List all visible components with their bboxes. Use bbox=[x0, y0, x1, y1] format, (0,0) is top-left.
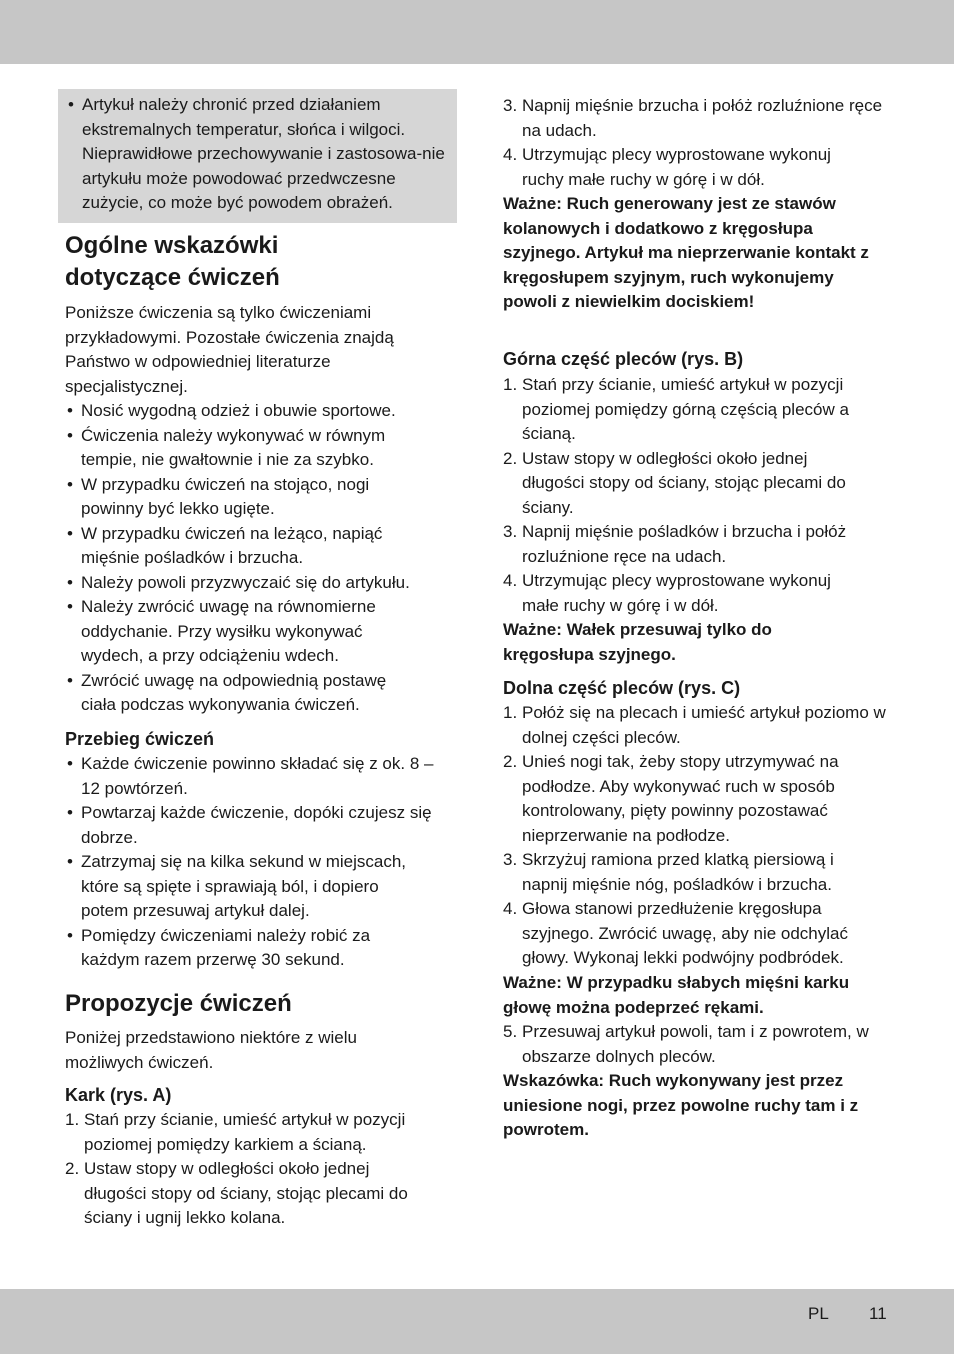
step-number: 2. bbox=[503, 448, 518, 468]
list-item bbox=[503, 848, 895, 897]
step-text: Głowa stanowi przedłużenie kręgosłupa szyjnego. Zwrócić uwagę, aby nie odchylać głowy. Wykonaj lekki podwójny podbródek. bbox=[522, 899, 848, 967]
step-number: 4. bbox=[503, 145, 518, 164]
page-number: 11 bbox=[869, 1304, 887, 1323]
step-number: 1. bbox=[65, 1110, 80, 1129]
list-item: • Nosić wygodną odzież i obuwie sportowe. bbox=[65, 399, 445, 424]
step-number: 3. bbox=[503, 850, 518, 869]
step-text: Połóż się na plecach i umieść artykuł poziomo w dolnej części pleców. bbox=[522, 703, 886, 747]
step-text: Napnij mięśnie pośladków i brzucha i połóż rozluźnione ręce na udach. bbox=[522, 522, 847, 566]
general-heading-line1: Ogólne wskazówki bbox=[65, 232, 279, 259]
list-item: • Należy zwrócić uwagę na równomierne oddychanie. Przy wysiłku wykonywać wydech, a przy odciążeniu wdech. bbox=[65, 595, 445, 669]
step-text: Utrzymując plecy wyprostowane wykonuj małe ruchy w górę i w dół. bbox=[522, 571, 831, 615]
list-item bbox=[503, 94, 888, 143]
list-item bbox=[503, 520, 888, 569]
list-item bbox=[503, 447, 888, 521]
general-heading bbox=[65, 230, 460, 294]
header-band bbox=[0, 0, 954, 64]
list-item bbox=[503, 143, 888, 192]
lower-back-important-note: Ważne: W przypadku słabych mięśni karku głowę można podeprzeć rękami. bbox=[503, 973, 850, 1017]
list-item: • Zatrzymaj się na kilka sekund w miejscach, które są spięte i sprawiają ból, i dopiero potem przesuwaj artykuł dalej. bbox=[65, 850, 445, 924]
list-item: • Każde ćwiczenie powinno składać się z ok. 8 – 12 powtórzeń. bbox=[65, 752, 445, 801]
proposals-heading: Propozycje ćwiczeń bbox=[65, 990, 292, 1017]
list-item bbox=[503, 373, 888, 447]
list-item bbox=[503, 897, 895, 971]
list-item: • W przypadku ćwiczeń na leżąco, napiąć mięśnie pośladków i brzucha. bbox=[65, 522, 445, 571]
list-item bbox=[65, 1157, 440, 1231]
step-number: 3. bbox=[503, 522, 518, 541]
lower-back-tip: Wskazówka: Ruch wykonywany jest przez uniesione nogi, przez powolne ruchy tam i z powrotem. bbox=[503, 1071, 859, 1139]
list-item: • Ćwiczenia należy wykonywać w równym tempie, nie gwałtownie i nie za szybko. bbox=[65, 424, 445, 473]
list-item bbox=[503, 569, 888, 618]
list-item bbox=[503, 750, 895, 848]
neck-steps-left bbox=[65, 1108, 440, 1231]
upper-back-steps bbox=[503, 373, 888, 618]
list-item: • Powtarzaj każde ćwiczenie, dopóki czujesz się dobrze. bbox=[65, 801, 445, 850]
step-number: 3. bbox=[503, 96, 518, 115]
step-number: 1. bbox=[503, 703, 518, 722]
step-text: Napnij mięśnie brzucha i połóż rozluźnione ręce na udach. bbox=[522, 96, 883, 140]
step-text: Unieś nogi tak, żeby stopy utrzymywać na podłodze. Aby wykonywać ruch w sposób kontrolowany, pięty powinny pozostawać nieprzerwanie na podłodze. bbox=[522, 752, 839, 845]
course-bullet-list bbox=[65, 752, 445, 973]
list-item: • Należy powoli przyzwyczaić się do artykułu. bbox=[65, 571, 445, 596]
step-text: Skrzyżuj ramiona przed klatką piersiową i napnij mięśnie nóg, pośladków i brzucha. bbox=[522, 850, 834, 894]
list-item bbox=[65, 1108, 440, 1157]
step-text: Przesuwaj artykuł powoli, tam i z powrotem, w obszarze dolnych pleców. bbox=[522, 1022, 869, 1066]
neck-heading: Kark (rys. A) bbox=[65, 1085, 172, 1105]
step-text: Ustaw stopy w odległości około jednej długości stopy od ściany, stojąc plecami do ściany i ugnij lekko kolana. bbox=[84, 1159, 408, 1227]
list-item: • Zwrócić uwagę na odpowiednią postawę ciała podczas wykonywania ćwiczeń. bbox=[65, 669, 445, 718]
general-heading-line2: dotyczące ćwiczeń bbox=[65, 264, 280, 291]
step-text: Stań przy ścianie, umieść artykuł w pozycji poziomej pomiędzy górną częścią pleców a ścianą. bbox=[522, 375, 849, 443]
step-number: 5. bbox=[503, 1022, 518, 1041]
course-heading: Przebieg ćwiczeń bbox=[65, 729, 215, 749]
proposals-intro: Poniżej przedstawiono niektóre z wielu możliwych ćwiczeń. bbox=[65, 1028, 357, 1072]
list-item bbox=[503, 1020, 888, 1069]
general-bullet-list bbox=[65, 399, 445, 718]
step-number: 4. bbox=[503, 899, 518, 918]
neck-important-note: Ważne: Ruch generowany jest ze stawów kolanowych i dodatkowo z kręgosłupa szyjnego. Artykuł ma nieprzerwanie kontakt z kręgosłupem szyjnym, ruch wykonujemy powoli z niewielkim dociskiem! bbox=[503, 194, 869, 311]
warning-text: • Artykuł należy chronić przed działaniem ekstremalnych temperatur, słońca i wilgoci. Nieprawidłowe przechowywanie i zastosowa-nie artykułu może powodować przedwczesne zużycie, co może być powodem obrażeń. bbox=[66, 93, 451, 216]
step-number: 4. bbox=[503, 571, 518, 590]
step-text: Ustaw stopy w odległości około jednej długości stopy od ściany, stojąc plecami do ściany. bbox=[522, 448, 846, 517]
language-code: PL bbox=[808, 1304, 829, 1323]
list-item bbox=[503, 701, 895, 750]
lower-back-heading: Dolna część pleców (rys. C) bbox=[503, 678, 741, 698]
upper-back-heading: Górna część pleców (rys. B) bbox=[503, 349, 744, 369]
step-number: 1. bbox=[503, 375, 518, 394]
step-number: 2. bbox=[65, 1159, 80, 1178]
step-text: Stań przy ścianie, umieść artykuł w pozycji poziomej pomiędzy karkiem a ścianą. bbox=[84, 1110, 406, 1154]
lower-back-steps bbox=[503, 701, 895, 971]
warning-box bbox=[58, 89, 457, 223]
list-item: • Pomiędzy ćwiczeniami należy robić za każdym razem przerwę 30 sekund. bbox=[65, 924, 445, 973]
step-number: 2. bbox=[503, 752, 518, 771]
general-intro: Poniższe ćwiczenia są tylko ćwiczeniami przykładowymi. Pozostałe ćwiczenia znajdą Państwo w odpowiedniej literaturze specjalistycznej. bbox=[65, 303, 394, 396]
lower-back-step-5 bbox=[503, 1020, 888, 1069]
step-text: Utrzymując plecy wyprostowane wykonuj ruchy małe ruchy w górę i w dół. bbox=[522, 145, 831, 189]
upper-back-important-note: Ważne: Wałek przesuwaj tylko do kręgosłupa szyjnego. bbox=[503, 620, 772, 664]
neck-steps-right bbox=[503, 94, 888, 192]
list-item: • W przypadku ćwiczeń na stojąco, nogi powinny być lekko ugięte. bbox=[65, 473, 445, 522]
